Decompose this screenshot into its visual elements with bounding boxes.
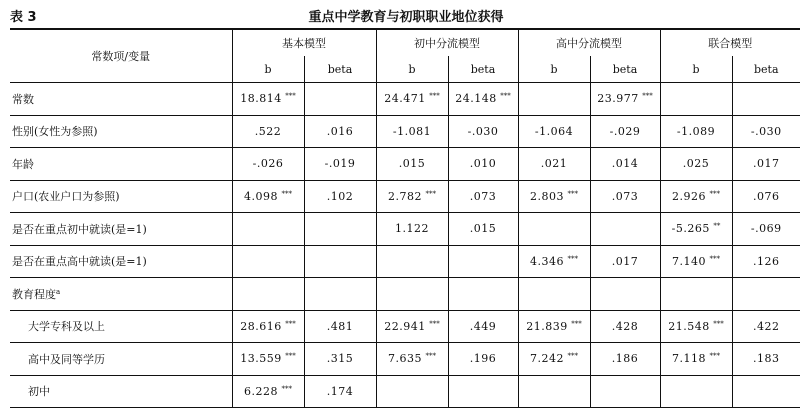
row-label-text: 户口(农业户口为参照) — [12, 190, 120, 204]
row-label-text: 大学专科及以上 — [28, 320, 105, 334]
significance-marker: *** — [281, 189, 292, 198]
coef-b-cell — [376, 83, 448, 116]
significance-marker: *** — [500, 92, 511, 101]
coef-beta-cell — [732, 148, 800, 181]
coef-beta-cell — [590, 115, 660, 148]
cell-value: -.029 — [609, 124, 641, 138]
cell-value: 24.471 — [384, 92, 426, 106]
coef-b-cell — [660, 375, 732, 408]
cell-value: -1.089 — [676, 124, 716, 138]
cell-value: -.069 — [750, 222, 782, 236]
coef-b-cell — [660, 278, 732, 311]
table-row — [10, 343, 800, 376]
significance-marker: *** — [713, 319, 724, 328]
coef-beta-cell — [448, 115, 518, 148]
row-label-text: 是否在重点高中就读(是=1) — [12, 255, 147, 269]
coef-beta-cell — [448, 148, 518, 181]
cell-value: .174 — [326, 384, 354, 398]
coef-beta-cell — [732, 310, 800, 343]
significance-marker: *** — [285, 92, 296, 101]
coef-beta-cell — [590, 180, 660, 213]
row-label-text: 常数 — [12, 92, 34, 106]
cell-value: 2.782 — [388, 189, 422, 203]
cell-value: 13.559 — [240, 352, 282, 366]
coef-beta-cell — [304, 245, 376, 278]
coef-b-cell — [518, 278, 590, 311]
cell-value: 7.242 — [530, 352, 564, 366]
coef-beta-cell — [590, 83, 660, 116]
coef-b-cell — [232, 310, 304, 343]
variable-column-header: 常数项/变量 — [10, 29, 232, 83]
coef-b-cell — [232, 213, 304, 246]
cell-value: 2.803 — [530, 189, 564, 203]
cell-value: 22.941 — [384, 319, 426, 333]
cell-value: 2.926 — [672, 189, 706, 203]
coef-beta-cell — [732, 343, 800, 376]
row-label — [10, 180, 232, 213]
coef-beta-cell — [448, 213, 518, 246]
table-title: 重点中学教育与初职职业地位获得 — [308, 10, 504, 25]
coef-b-cell — [376, 375, 448, 408]
coef-beta-cell — [732, 83, 800, 116]
cell-value: .073 — [469, 189, 497, 203]
table-caption — [0, 0, 812, 30]
coef-beta-cell — [590, 343, 660, 376]
coef-b-cell — [660, 115, 732, 148]
model-header-joint: 联合模型 — [660, 29, 800, 56]
row-label — [10, 213, 232, 246]
coef-b-cell — [518, 343, 590, 376]
cell-value: 21.839 — [526, 319, 568, 333]
coef-beta-cell — [590, 310, 660, 343]
table-header — [10, 29, 800, 83]
significance-marker: *** — [425, 352, 436, 361]
coef-b-cell — [376, 278, 448, 311]
coef-beta-cell — [304, 343, 376, 376]
cell-value: .449 — [469, 319, 497, 333]
coef-b-cell — [376, 245, 448, 278]
significance-marker: ** — [713, 222, 721, 231]
row-label — [10, 278, 232, 311]
row-label-text: 初中 — [28, 385, 50, 399]
coef-b-cell — [518, 213, 590, 246]
subheader-beta: beta — [304, 56, 376, 83]
table-row — [10, 213, 800, 246]
significance-marker: *** — [281, 384, 292, 393]
coef-b-cell — [376, 180, 448, 213]
cell-value: 28.616 — [240, 319, 282, 333]
coef-beta-cell — [732, 278, 800, 311]
row-label-text: 高中及同等学历 — [28, 352, 105, 366]
significance-marker: *** — [567, 352, 578, 361]
row-label — [10, 245, 232, 278]
cell-value: 6.228 — [244, 384, 278, 398]
row-label — [10, 310, 232, 343]
cell-value: .073 — [611, 189, 639, 203]
cell-value: .102 — [326, 189, 354, 203]
significance-marker: *** — [425, 189, 436, 198]
coef-beta-cell — [732, 245, 800, 278]
coef-beta-cell — [448, 278, 518, 311]
coef-b-cell — [518, 148, 590, 181]
row-label-text: 性别(女性为参照) — [12, 125, 98, 139]
coef-beta-cell — [304, 83, 376, 116]
significance-marker: *** — [285, 352, 296, 361]
row-label-text: 年龄 — [12, 157, 34, 171]
coef-b-cell — [232, 115, 304, 148]
cell-value: 1.122 — [395, 222, 429, 236]
subheader-beta: beta — [732, 56, 800, 83]
coef-b-cell — [232, 180, 304, 213]
coef-b-cell — [660, 245, 732, 278]
coef-beta-cell — [304, 180, 376, 213]
subheader-b: b — [518, 56, 590, 83]
coef-beta-cell — [732, 180, 800, 213]
cell-value: 4.346 — [530, 254, 564, 268]
coef-b-cell — [660, 180, 732, 213]
cell-value: .481 — [326, 319, 354, 333]
cell-value: .183 — [753, 352, 780, 366]
coef-beta-cell — [304, 115, 376, 148]
cell-value: .025 — [682, 157, 710, 171]
cell-value: 23.977 — [597, 92, 639, 106]
cell-value: -5.265 — [671, 222, 710, 236]
model-header-basic: 基本模型 — [232, 29, 376, 56]
coef-beta-cell — [304, 278, 376, 311]
cell-value: .076 — [753, 189, 780, 203]
cell-value: -.026 — [252, 157, 284, 171]
coef-beta-cell — [304, 148, 376, 181]
significance-marker: *** — [567, 254, 578, 263]
coef-b-cell — [376, 148, 448, 181]
significance-marker: *** — [571, 319, 582, 328]
cell-value: .017 — [753, 157, 780, 171]
significance-marker: *** — [429, 319, 440, 328]
coef-beta-cell — [448, 83, 518, 116]
coef-b-cell — [660, 148, 732, 181]
coef-beta-cell — [590, 245, 660, 278]
significance-marker: *** — [709, 189, 720, 198]
row-label — [10, 375, 232, 408]
cell-value: .315 — [326, 352, 354, 366]
subheader-beta: beta — [448, 56, 518, 83]
coef-b-cell — [376, 115, 448, 148]
table-row — [10, 180, 800, 213]
coef-b-cell — [232, 343, 304, 376]
coef-b-cell — [232, 83, 304, 116]
coef-b-cell — [376, 213, 448, 246]
subheader-beta: beta — [590, 56, 660, 83]
coef-b-cell — [232, 375, 304, 408]
row-label-text: 教育程度 — [12, 287, 56, 301]
coef-b-cell — [518, 310, 590, 343]
coef-b-cell — [518, 245, 590, 278]
table-row — [10, 310, 800, 343]
table-number: 表 3 — [10, 10, 37, 25]
coef-b-cell — [232, 245, 304, 278]
cell-value: .014 — [611, 157, 639, 171]
coef-b-cell — [518, 115, 590, 148]
cell-value: -1.064 — [534, 124, 574, 138]
coef-b-cell — [518, 83, 590, 116]
cell-value: .428 — [611, 319, 639, 333]
table-row — [10, 375, 800, 408]
cell-value: .015 — [398, 157, 426, 171]
cell-value: .126 — [753, 254, 780, 268]
significance-marker: *** — [642, 92, 653, 101]
significance-marker: *** — [567, 189, 578, 198]
subheader-b: b — [232, 56, 304, 83]
coef-beta-cell — [732, 213, 800, 246]
cell-value: -.030 — [467, 124, 499, 138]
cell-value: -.019 — [324, 157, 356, 171]
coef-beta-cell — [304, 310, 376, 343]
coef-b-cell — [518, 180, 590, 213]
subheader-b: b — [660, 56, 732, 83]
coef-b-cell — [660, 343, 732, 376]
coef-b-cell — [376, 310, 448, 343]
significance-marker: *** — [709, 254, 720, 263]
significance-marker: *** — [709, 352, 720, 361]
significance-marker: *** — [429, 92, 440, 101]
cell-value: 24.148 — [455, 92, 497, 106]
row-label — [10, 83, 232, 116]
cell-value: 7.140 — [672, 254, 706, 268]
cell-value: 21.548 — [668, 319, 710, 333]
coef-b-cell — [518, 375, 590, 408]
table-row — [10, 83, 800, 116]
cell-value: 7.118 — [672, 352, 706, 366]
coef-b-cell — [660, 83, 732, 116]
regression-table — [10, 28, 800, 408]
coef-b-cell — [660, 310, 732, 343]
coef-beta-cell — [448, 180, 518, 213]
coef-b-cell — [232, 278, 304, 311]
cell-value: .021 — [540, 157, 568, 171]
row-label-text: 是否在重点初中就读(是=1) — [12, 222, 147, 236]
cell-value: .196 — [469, 352, 497, 366]
cell-value: 7.635 — [388, 352, 422, 366]
coef-beta-cell — [448, 245, 518, 278]
cell-value: .186 — [611, 352, 639, 366]
coef-beta-cell — [590, 213, 660, 246]
table-row — [10, 245, 800, 278]
coef-b-cell — [232, 148, 304, 181]
cell-value: .522 — [254, 124, 282, 138]
coef-b-cell — [376, 343, 448, 376]
cell-value: 18.814 — [240, 92, 282, 106]
coef-beta-cell — [448, 343, 518, 376]
coef-beta-cell — [448, 310, 518, 343]
table-row — [10, 148, 800, 181]
row-label — [10, 343, 232, 376]
cell-value: .010 — [469, 157, 497, 171]
cell-value: -.030 — [750, 124, 782, 138]
coef-beta-cell — [732, 375, 800, 408]
coef-beta-cell — [304, 213, 376, 246]
cell-value: 4.098 — [244, 189, 278, 203]
footnote-marker: a — [56, 287, 61, 296]
coef-beta-cell — [590, 148, 660, 181]
table-row — [10, 115, 800, 148]
coef-beta-cell — [732, 115, 800, 148]
row-label — [10, 148, 232, 181]
coef-beta-cell — [590, 375, 660, 408]
significance-marker: *** — [285, 319, 296, 328]
row-label — [10, 115, 232, 148]
table-row — [10, 278, 800, 311]
table-body — [10, 83, 800, 408]
coef-beta-cell — [304, 375, 376, 408]
model-header-junior: 初中分流模型 — [376, 29, 518, 56]
coef-beta-cell — [448, 375, 518, 408]
coef-beta-cell — [590, 278, 660, 311]
model-header-senior: 高中分流模型 — [518, 29, 660, 56]
cell-value: .015 — [469, 222, 497, 236]
cell-value: .422 — [753, 319, 780, 333]
subheader-b: b — [376, 56, 448, 83]
cell-value: -1.081 — [392, 124, 432, 138]
cell-value: .016 — [326, 124, 354, 138]
coef-b-cell — [660, 213, 732, 246]
cell-value: .017 — [611, 254, 639, 268]
